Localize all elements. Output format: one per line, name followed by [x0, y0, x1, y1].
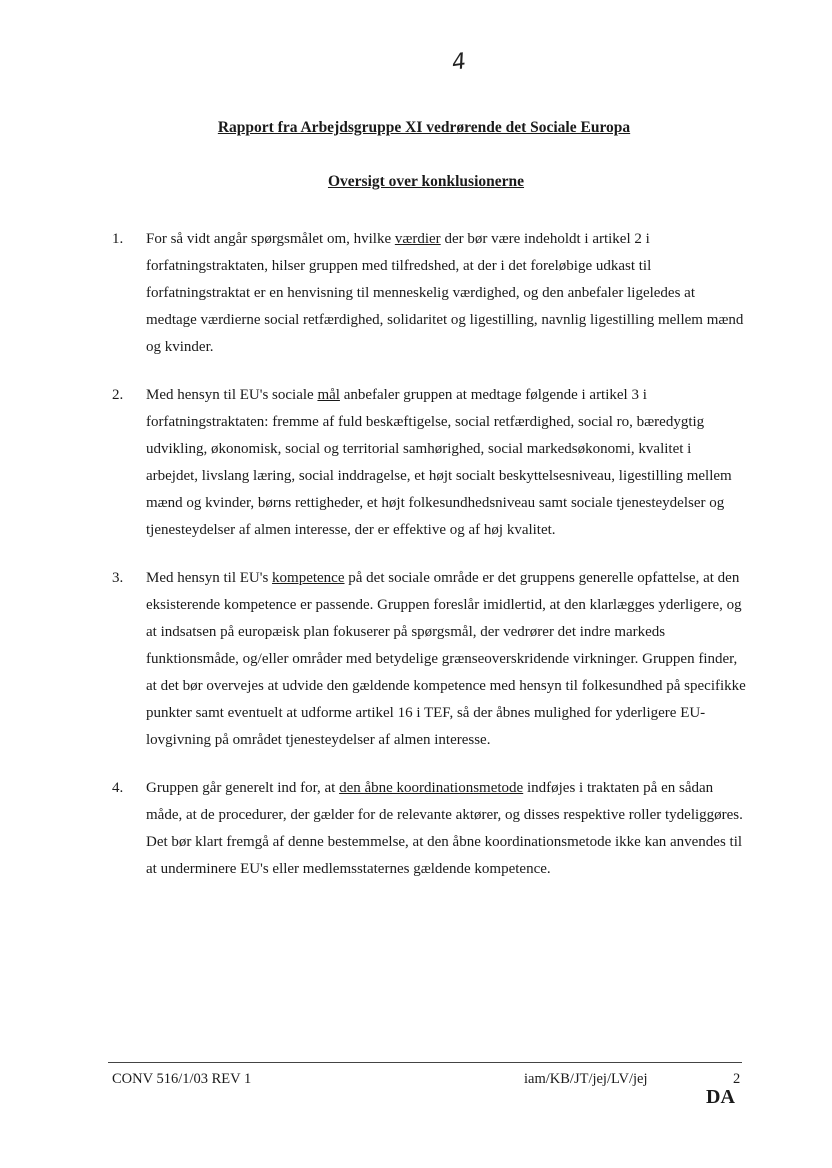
key-term: mål [317, 387, 340, 403]
key-term: kompetence [272, 570, 345, 586]
footer-divider [108, 1062, 742, 1063]
handwritten-page-mark: 4 [450, 49, 468, 76]
document-title: Rapport fra Arbejdsgruppe XI vedrørende det Sociale Europa [217, 119, 631, 136]
item-text: For så vidt angår spørgsmålet om, hvilke værdier der bør være indeholdt i artikel 2 i forfatningstraktaten, hilser gruppen med tilfredshed, at der i det foreløbige udkast til forfatningstraktat er en henvisning til menneskelig værdighed, og den anbefaler ligeledes at medtage værdierne social retfærdighed, solidaritet og ligestilling, navnlig ligestilling mellem mænd og kvinder. [146, 231, 744, 355]
list-item [106, 226, 746, 361]
list-item [106, 565, 746, 754]
author-initials: iam/KB/JT/jej/LV/jej [524, 1071, 648, 1087]
key-term: den åbne koordinationsmetode [339, 780, 524, 796]
document-reference: CONV 516/1/03 REV 1 [112, 1071, 252, 1087]
item-text: Gruppen går generelt ind for, at den åbne koordinationsmetode indføjes i traktaten på en sådan måde, at de procedurer, der gælder for de relevante aktører, og disses respektive roller tydeliggøres. Det bør klart fremgå af denne bestemmelse, at den åbne koordinationsmetode ikke kan anvendes til at underminere EU's eller medlemsstaternes gældende kompetence. [146, 780, 743, 877]
item-text: Med hensyn til EU's kompetence på det sociale område er det gruppens generelle opfattelse, at den eksisterende kompetence er passende. Gruppen foreslår imidlertid, at den klarlægges yderligere, og at indsatsen på europæisk plan fokuserer på spørgsmål, der vedrører det indre markeds funktionsmåde, og/eller områder med betydelige grænseoverskridende virkninger. Gruppen finder, at det bør overvejes at udvide den gældende kompetence med hensyn til folkesundhed på specifikke punkter samt eventuelt at udforme artikel 16 i TEF, så der åbnes mulighed for yderligere EU-lovgivning på området tjenesteydelser af almen interesse. [146, 570, 746, 748]
item-number: 2. [112, 387, 124, 403]
document-subtitle: Oversigt over konklusionerne [327, 173, 525, 190]
conclusions-list [106, 226, 746, 904]
item-number: 3. [112, 570, 124, 586]
item-number: 4. [112, 780, 124, 796]
list-item [106, 382, 746, 544]
page-number: 2 [733, 1071, 741, 1087]
key-term: værdier [394, 231, 441, 247]
item-number: 1. [112, 231, 124, 247]
list-item [106, 775, 746, 883]
item-text: Med hensyn til EU's sociale mål anbefaler gruppen at medtage følgende i artikel 3 i forfatningstraktaten: fremme af fuld beskæftigelse, social retfærdighed, social ro, bæredygtig udvikling, økonomisk, social og territorial samhørighed, social markedsøkonomi, kvalitet i arbejdet, livslang læring, social inddragelse, et højt socialt beskyttelsesniveau, ligestilling mellem mænd og kvinder, børns rettigheder, et højt folkesundhedsniveau samt sociale tjenesteydelser og tjenesteydelser af almen interesse, der er effektive og af høj kvalitet. [146, 387, 732, 538]
language-code: DA [706, 1086, 735, 1108]
